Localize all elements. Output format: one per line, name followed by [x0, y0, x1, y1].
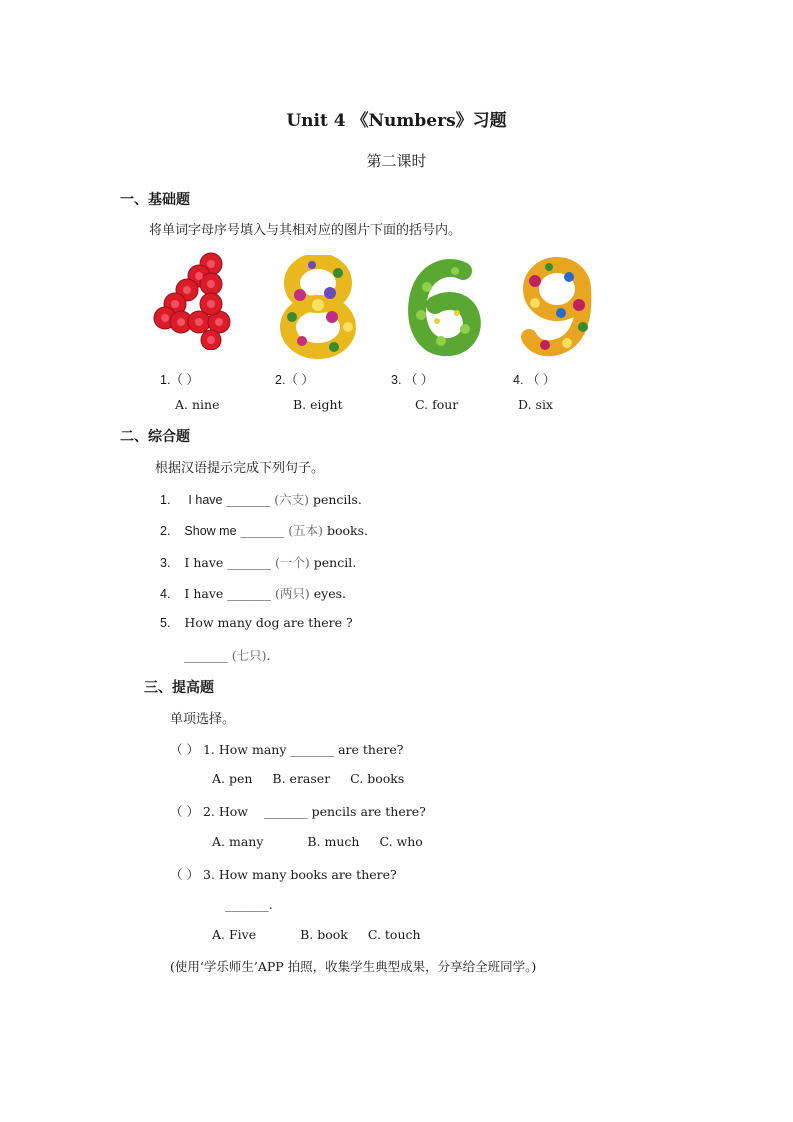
option-a: A. nine: [175, 397, 220, 412]
flower-number-four-image: [153, 252, 237, 350]
sentence-5-blank[interactable]: _______: [184, 648, 228, 663]
blank-4[interactable]: 4. （ ）: [513, 373, 556, 387]
question-2-answer-box[interactable]: （ ）: [170, 804, 199, 819]
flower-number-nine-image: [513, 255, 605, 361]
blank-1[interactable]: 1.（ ）: [160, 373, 199, 387]
sentence-5: 5. How many dog are there ?: [160, 615, 353, 630]
section-3-instruction: 单项选择。: [170, 712, 236, 727]
blank-3[interactable]: 3. （ ）: [391, 373, 434, 387]
question-1: （ ） 1. How many _______ are there?: [170, 742, 404, 757]
sentence-2: 2. Show me _______ (五本) books.: [160, 523, 369, 538]
sentence-3: 3. I have _______ (一个) pencil.: [160, 555, 357, 570]
question-1-options: A. pen B. eraser C. books: [212, 771, 405, 786]
sentence-2-blank[interactable]: _______: [240, 523, 285, 538]
question-3-answer-box[interactable]: （ ）: [170, 867, 199, 882]
section-1-heading: 一、基础题: [120, 192, 190, 208]
section-2-heading: 二、综合题: [120, 429, 190, 445]
sentence-4-blank[interactable]: _______: [227, 586, 272, 601]
flower-number-eight-image: [272, 255, 364, 361]
option-b: B. eight: [293, 397, 343, 412]
blank-2[interactable]: 2.（ ）: [275, 373, 314, 387]
section-3-heading: 三、提高题: [144, 680, 214, 696]
sentence-4: 4. I have _______ (两只) eyes.: [160, 586, 347, 601]
leaf-number-six-image: [405, 257, 485, 357]
section-1-instruction: 将单词字母序号填入与其相对应的图片下面的括号内。: [149, 223, 462, 238]
sentence-3-blank[interactable]: _______: [227, 555, 272, 570]
option-d: D. six: [518, 397, 553, 412]
sentence-1-blank[interactable]: _______: [226, 492, 271, 507]
question-1-answer-box[interactable]: （ ）: [170, 742, 199, 757]
option-c: C. four: [415, 397, 459, 412]
page-title: Unit 4 《Numbers》习题: [286, 111, 507, 131]
question-3-options: A. Five B. book C. touch: [212, 927, 421, 942]
question-2-options: A. many B. much C. who: [212, 834, 423, 849]
app-note: (使用‘学乐师生’APP 拍照，收集学生典型成果，分享给全班同学。): [170, 959, 537, 974]
section-2-instruction: 根据汉语提示完成下列句子。: [155, 461, 325, 476]
sentence-1: 1. I have _______ (六支) pencils.: [160, 492, 362, 507]
question-3: （ ） 3. How many books are there?: [170, 867, 397, 882]
question-2: （ ） 2. How _______ pencils are there?: [170, 804, 426, 819]
question-3-answer-line[interactable]: _______.: [225, 897, 273, 912]
sentence-5-answer: _______ (七只).: [184, 648, 271, 663]
lesson-subtitle: 第二课时: [366, 152, 427, 170]
